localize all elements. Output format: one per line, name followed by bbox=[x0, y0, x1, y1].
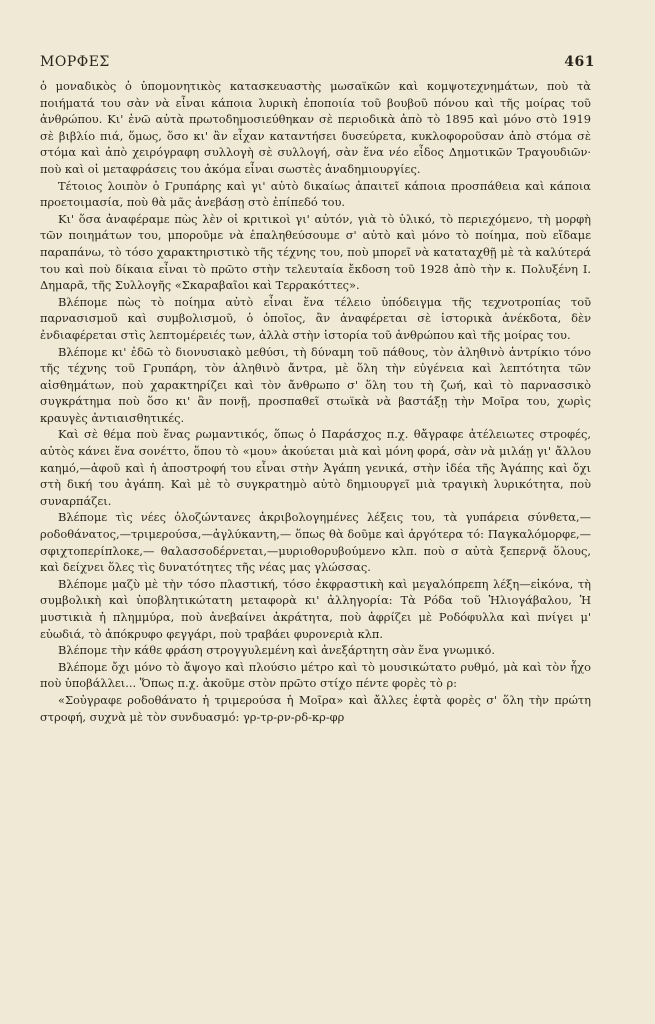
running-head bbox=[40, 54, 595, 70]
paragraph: Βλέπομε ὄχι μόνο τὸ ἄψογο καὶ πλούσιο μέτρο καὶ τὸ μουσικώτατο ρυθμό, μὰ καὶ τὸν ἦχο ποὺ ὑποβάλλει... Ὅπως π.χ. ἀκοῦμε στὸν πρῶτο στίχο πέντε φορὲς τὸ ρ: bbox=[40, 659, 591, 691]
paragraph: Τέτοιος λοιπὸν ὁ Γρυπάρης καὶ γι' αὐτὸ δικαίως ἀπαιτεῖ κάποια προσπάθεια καὶ κάποια προετοιμασία, ποὺ θὰ μᾶς ἀνεβάσῃ στὸ ἐπίπεδό του. bbox=[40, 178, 591, 210]
body-text bbox=[40, 78, 591, 725]
paragraph: «Σοὐγραφε ροδοθάνατο ἡ τριμερούσα ἡ Μοῖρα» καὶ ἄλλες ἑφτὰ φορὲς σ' ὅλη τὴν πρώτη στροφή, συχνὰ μὲ τὸν συνδυασμό: γρ-τρ-ρν-ρδ-κρ-φρ bbox=[40, 692, 591, 724]
paragraph: Βλέπομε τὶς νέες ὁλοζώντανες ἀκριβολογημένες λέξεις του, τὰ γυπάρεια σύνθετα,—ροδοθάνατος,—τριμερούσα,—ἀγλύκαντη,— ὅπως θὰ δοῦμε καὶ ἀργότερα τό: Παγκαλόμορφε,—σφιχτοπερίπλοκε,— θαλασσοδέρνεται,—μυριοθορυβούμενο κλπ. ποὺ σ αὐτὰ ξεπερνᾷ ὅλους, καὶ δείχνει ὅλες τὶς δυνατότητες τῆς νέας μας γλώσσας. bbox=[40, 510, 591, 575]
paragraph: Κι' ὅσα ἀναφέραμε πὼς λὲν οἱ κριτικοὶ γι' αὐτόν, γιὰ τὸ ὑλικό, τὸ περιεχόμενο, τὴ μορφὴ τῶν ποιημάτων του, μποροῦμε νὰ ἐπαληθεύσουμε σ' αὐτὸ καὶ μόνο τὸ ποίημα, ποὺ εἴδαμε παραπάνω, τὸ τόσο χαρακτηριστικὸ τῆς τέχνης του, ποὺ μπορεῖ νὰ καταταχθῇ μὲ τὰ καλύτερά του καὶ ποὺ δίκαια εἶναι τὸ πρῶτο στὴν τελευταία ἔκδοση τοῦ 1928 ἀπὸ τὴν κ. Πολυξένη Ι. Δημαρᾶ, τῆς Συλλογῆς «Σκαραβαῖοι καὶ Τερρακόττες». bbox=[40, 211, 591, 293]
paragraph: Βλέπομε πὼς τὸ ποίημα αὐτὸ εἶναι ἕνα τέλειο ὑπόδειγμα τῆς τεχνοτροπίας τοῦ παρνασισμοῦ καὶ συμβολισμοῦ, ὁ ὁποῖος, ἂν ἀναφέρεται σὲ ἱστορικὰ ἀνέκδοτα, δὲν ἐνδιαφέρεται στὶς λεπτομέρειές των, ἀλλὰ στὴν ἱστορία τοῦ ἀνθρώπου καὶ τῆς μοίρας του. bbox=[40, 294, 591, 342]
running-head-title: ΜΟΡΦΕΣ bbox=[40, 54, 110, 70]
paragraph: Βλέπομε τὴν κάθε φράση στρογγυλεμένη καὶ ἀνεξάρτητη σὰν ἕνα γνωμικό. bbox=[58, 643, 495, 658]
paragraph: Καὶ σὲ θέμα ποὺ ἕνας ρωμαντικός, ὅπως ὁ Παράσχος π.χ. θἄγραφε ἀτέλειωτες στροφές, αὐτὸς κάνει ἕνα σονέττο, ὅπου τὸ «μου» ἀκούεται μιὰ καὶ μόνη φορά, σὰν νὰ μιλάῃ γι' ἄλλου καημό,—ἀφοῦ καὶ ἡ ἀποστροφή του εἶναι στὴν Ἀγάπη γενικά, στὴν ἰδέα τῆς Ἀγάπης καὶ ὄχι στὴ δική του ἀγάπη. Καὶ μὲ τὸ συγκρατημὸ αὐτὸ δημιουργεῖ μιὰ τραγικὴ λυρικότητα, ποὺ συναρπάζει. bbox=[40, 427, 591, 508]
paragraph: Βλέπομε μαζὺ μὲ τὴν τόσο πλαστική, τόσο ἐκφραστικὴ καὶ μεγαλόπρεπη λέξη—εἰκόνα, τὴ συμβολικὴ καὶ ὑποβλητικώτατη μεταφορὰ κι' ἀλληγορία: Τὰ Ρόδα τοῦ Ἡλιογάβαλου, Ἡ μυστικιὰ ἡ πλημμύρα, ποὺ ἀνεβαίνει ἀκράτητα, ποὺ ἀφρίζει μὲ Ροδόφυλλα καὶ πνίγει μ' εὐωδιά, τὸ ἀπόκρυφο φεγγάρι, ποὺ τραβάει φυρονεριὰ κλπ. bbox=[40, 576, 591, 641]
page-number: 461 bbox=[564, 54, 595, 70]
paragraph: Βλέπομε κι' ἐδῶ τὸ διονυσιακὸ μεθύσι, τὴ δύναμη τοῦ πάθους, τὸν ἀληθινὸ ἀντρίκιο τόνο τῆς τέχνης τοῦ Γρυπάρη, τὸν ἀληθινὸ ἄντρα, μὲ ὅλη τὴν εὐγένεια καὶ λεπτότητα τῶν αἰσθημάτων, ποὺ χαρακτηρίζει καὶ τὸν ἄνθρωπο σ' ὅλη του τὴ ζωή, καὶ τὸ παρνασσικὸ συγκράτημα ποὺ ὅσο κι' ἂν πονῇ, προσπαθεῖ στωϊκὰ νὰ βαστάξῃ τὴν Μοῖρα του, χωρὶς κραυγὲς ἀντιαισθητικές. bbox=[40, 344, 591, 425]
paragraph: ὁ μοναδικὸς ὁ ὑπομονητικὸς κατασκευαστὴς μωσαϊκῶν καὶ κομψοτεχνημάτων, ποὺ τὰ ποιήματά του σὰν νὰ εἶναι κάποια λυρικὴ ἐποποιία τοῦ βουβοῦ πόνου καὶ τῆς μοίρας τοῦ ἀνθρώπου. Κι' ἐνῶ αὐτὰ πρωτοδημοσιεύθηκαν σὲ περιοδικὰ ἀπὸ τὸ 1895 καὶ μόνο στὸ 1919 σὲ βιβλίο πιά, ὅμως, ὅσο κι' ἂν εἶχαν καταντήσει δυσεύρετα, κυκλοφοροῦσαν ἀπὸ στόμα σὲ στόμα καὶ ἀπὸ χειρόγραφη συλλογὴ σὲ συλλογή, σὰν ἕνα νέο εἶδος Δημοτικῶν Τραγουδιῶν· ποὺ καὶ οἱ μεταφράσεις του ἀκόμα εἶναι σωστὲς ἀναδημιουργίες. bbox=[40, 79, 591, 176]
